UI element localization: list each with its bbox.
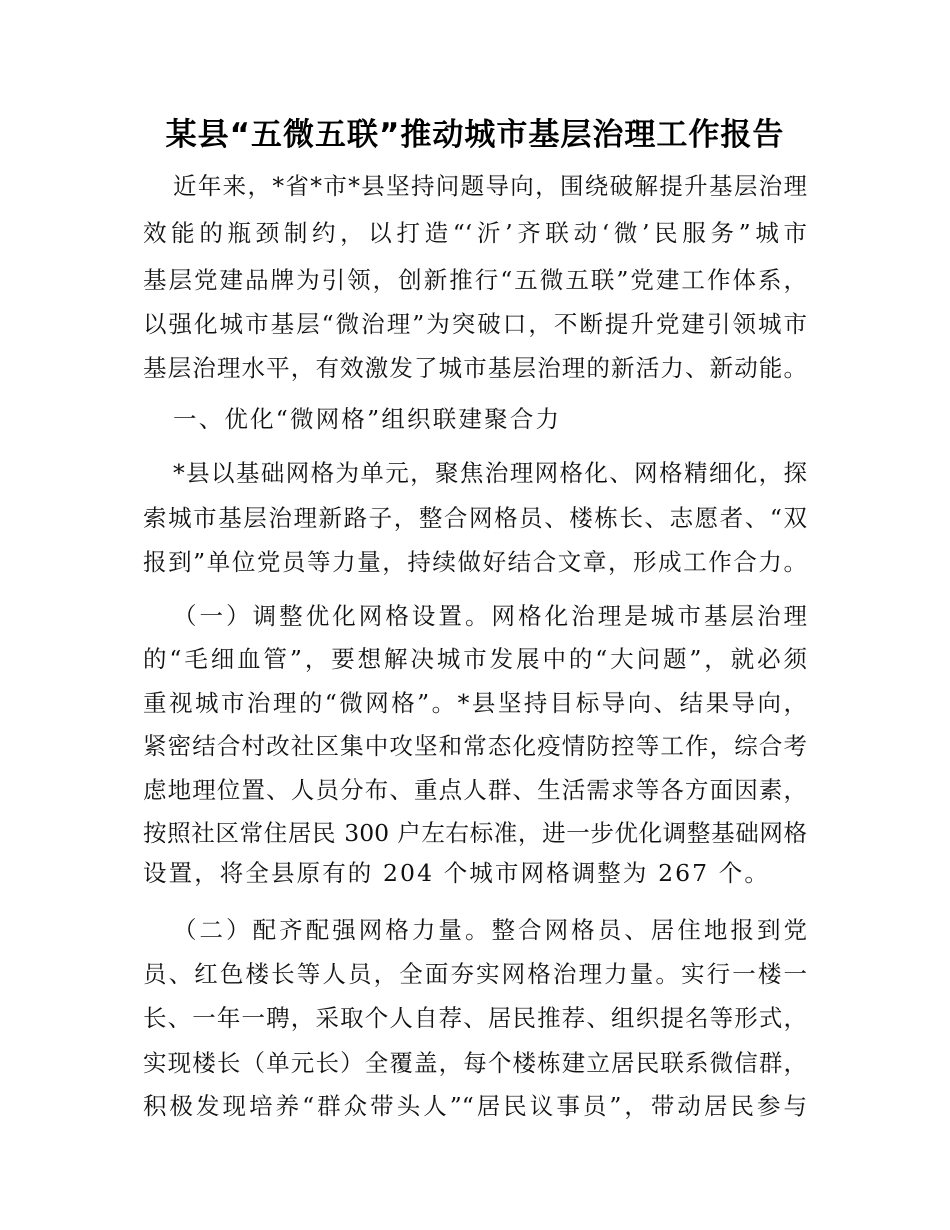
section-heading: 一、优化“微网格”组织联建聚合力 [173,405,562,433]
paragraph-line: 积极发现培养“群众带头人”“居民议事员”，带动居民参与 [143,1092,807,1120]
paragraph-line: 设置，将全县原有的 204 个城市网格调整为 267 个。 [143,859,770,887]
paragraph-line: 的“毛细血管”，要想解决城市发展中的“大问题”，就必须 [143,645,807,673]
paragraph-line: 重视城市治理的“微网格”。*县坚持目标导向、结果导向， [143,689,807,717]
paragraph-line: 长、一年一聘，采取个人自荐、居民推荐、组织提名等形式， [143,1004,807,1032]
paragraph-line: 近年来，*省*市*县坚持问题导向，围绕破解提升基层治理 [173,172,807,200]
paragraph-line: 按照社区常住居民 300 户左右标准，进一步优化调整基础网格 [143,819,807,847]
paragraph-line: 以强化城市基层“微治理”为突破口，不断提升党建引领城市 [143,310,807,338]
paragraph-line: 基层党建品牌为引领，创新推行“五微五联”党建工作体系， [143,266,807,294]
paragraph-line: （一）调整优化网格设置。网格化治理是城市基层治理 [173,602,807,630]
paragraph-line: 索城市基层治理新路子，整合网格员、楼栋长、志愿者、“双 [143,504,807,532]
paragraph-line: （二）配齐配强网格力量。整合网格员、居住地报到党 [173,916,807,944]
paragraph-line: 基层治理水平，有效激发了城市基层治理的新活力、新动能。 [143,354,807,382]
document-title: 某县“五微五联”推动城市基层治理工作报告 [165,117,785,153]
paragraph-line: 效能的瓶颈制约，以打造“‘沂’齐联动‘微’民服务”城市 [143,219,807,247]
paragraph-line: 实现楼长（单元长）全覆盖，每个楼栋建立居民联系微信群， [143,1049,807,1077]
paragraph-line: 虑地理位置、人员分布、重点人群、生活需求等各方面因素， [143,776,807,804]
paragraph-line: 报到”单位党员等力量，持续做好结合文章，形成工作合力。 [143,548,807,576]
paragraph-line: 紧密结合村改社区集中攻坚和常态化疫情防控等工作，综合考 [143,732,807,760]
paragraph-line: 员、红色楼长等人员，全面夯实网格治理力量。实行一楼一 [143,960,807,988]
paragraph-line: *县以基础网格为单元，聚焦治理网格化、网格精细化，探 [173,459,807,487]
